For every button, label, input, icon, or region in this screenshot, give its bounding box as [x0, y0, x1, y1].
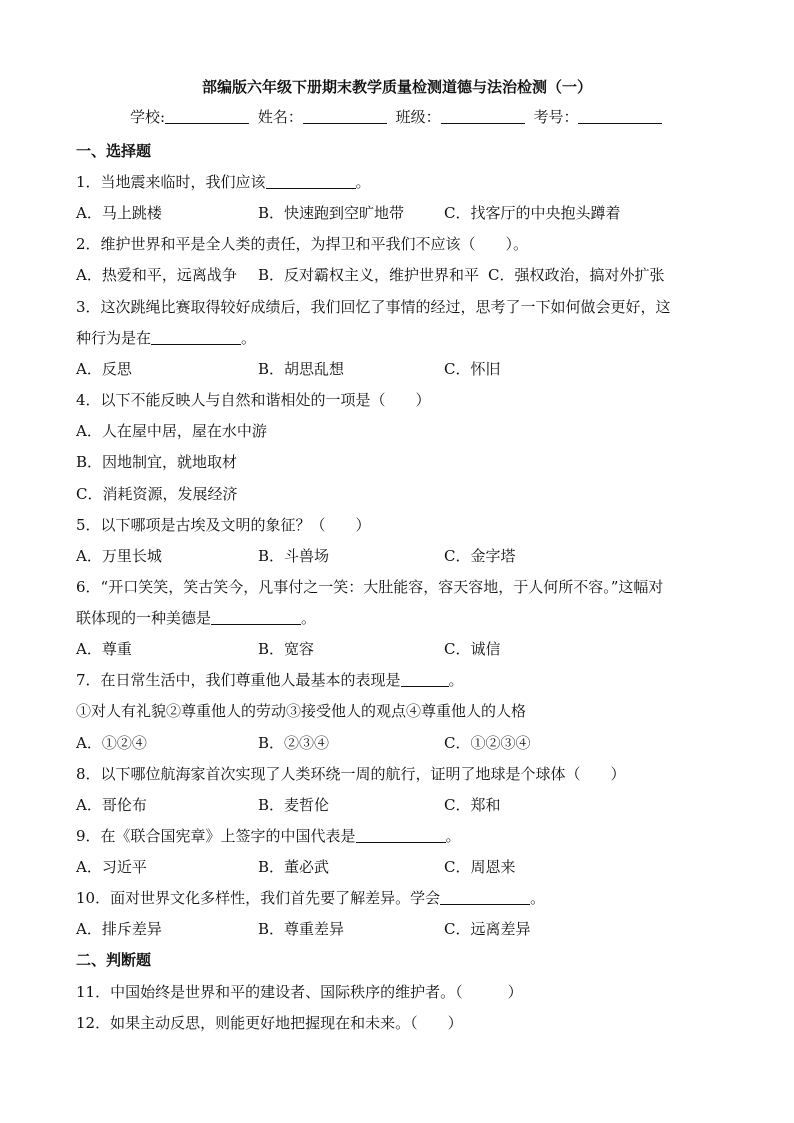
answer-blank[interactable] — [440, 890, 530, 905]
section-judge: 二、判断题 — [76, 951, 152, 969]
class-blank[interactable] — [441, 109, 525, 124]
q7-option-c: C．①②③④ — [444, 734, 531, 752]
q8-option-b: B．麦哲伦 — [258, 796, 330, 814]
question-4: 4．以下不能反映人与自然和谐相处的一项是（ ） — [76, 391, 431, 409]
question-11: 11．中国始终是世界和平的建设者、国际秩序的维护者。（ ） — [76, 983, 523, 1001]
q9-option-a: A．习近平 — [76, 858, 147, 876]
q7-option-b: B．②③④ — [258, 734, 330, 752]
q7-option-a: A．①②④ — [76, 734, 147, 752]
question-9: 9．在《联合国宪章》上签字的中国代表是 。 — [76, 827, 461, 845]
answer-blank[interactable] — [356, 828, 446, 843]
question-3-line2: 种行为是在 。 — [76, 329, 257, 347]
q8-option-a: A．哥伦布 — [76, 796, 147, 814]
q5-option-c: C．金字塔 — [444, 547, 516, 565]
question-10: 10．面对世界文化多样性，我们首先要了解差异。学会 。 — [76, 889, 546, 907]
question-2: 2．维护世界和平是全人类的责任，为捍卫和平我们不应该（ ）。 — [76, 235, 529, 253]
name-label: 姓名： — [257, 108, 303, 126]
q6-option-b: B．宽容 — [258, 640, 315, 658]
section-choice: 一、选择题 — [76, 142, 152, 160]
q9-option-b: B．董必武 — [258, 858, 330, 876]
q10-option-a: A．排斥差异 — [76, 920, 162, 938]
question-3-line1: 3．这次跳绳比赛取得较好成绩后，我们回忆了事情的经过，思考了一下如何做会更好，这 — [76, 298, 671, 316]
q2-option-a: A．热爱和平，远离战争 — [76, 266, 237, 284]
number-label: 考号： — [533, 108, 579, 126]
q10-option-c: C．远离差异 — [444, 920, 531, 938]
q3-option-b: B．胡思乱想 — [258, 360, 345, 378]
q2-option-c: C．强权政治，搞对外扩张 — [488, 266, 665, 284]
question-5: 5．以下哪项是古埃及文明的象征？（ ） — [76, 516, 371, 534]
q9-option-c: C．周恩来 — [444, 858, 516, 876]
question-6-line2: 联体现的一种美德是 。 — [76, 609, 317, 627]
q5-option-b: B．斗兽场 — [258, 547, 330, 565]
q4-option-c: C．消耗资源，发展经济 — [76, 485, 238, 503]
answer-blank[interactable] — [266, 174, 356, 189]
question-8: 8．以下哪位航海家首次实现了人类环绕一周的航行，证明了地球是个球体（ ） — [76, 765, 626, 783]
q10-option-b: B．尊重差异 — [258, 920, 345, 938]
q7-items: ①对人有礼貌②尊重他人的劳动③接受他人的观点④尊重他人的人格 — [76, 702, 527, 720]
name-blank[interactable] — [303, 109, 387, 124]
q1-option-b: B．快速跑到空旷地带 — [258, 204, 405, 222]
question-7: 7．在日常生活中，我们尊重他人最基本的表现是 。 — [76, 671, 464, 689]
q6-option-a: A．尊重 — [76, 640, 132, 658]
q8-option-c: C．郑和 — [444, 796, 501, 814]
question-12: 12．如果主动反思，则能更好地把握现在和未来。（ ） — [76, 1014, 463, 1032]
q1-option-a: A．马上跳楼 — [76, 204, 162, 222]
answer-blank[interactable] — [151, 330, 241, 345]
question-1: 1．当地震来临时，我们应该 。 — [76, 173, 371, 191]
q1-option-c: C．找客厅的中央抱头蹲着 — [444, 204, 621, 222]
answer-blank[interactable] — [211, 610, 301, 625]
q5-option-a: A．万里长城 — [76, 547, 162, 565]
student-info-row — [130, 106, 666, 127]
school-label: 学校: — [130, 108, 166, 126]
q3-option-c: C．怀旧 — [444, 360, 501, 378]
number-blank[interactable] — [578, 109, 662, 124]
school-blank[interactable] — [165, 109, 249, 124]
q4-option-a: A．人在屋中居，屋在水中游 — [76, 422, 267, 440]
q4-option-b: B．因地制宜，就地取材 — [76, 453, 238, 471]
q6-option-c: C．诚信 — [444, 640, 501, 658]
q3-option-a: A．反思 — [76, 360, 132, 378]
page-title: 部编版六年级下册期末教学质量检测道德与法治检测（一） — [201, 78, 592, 96]
class-label: 班级： — [395, 108, 441, 126]
answer-blank[interactable] — [401, 672, 449, 687]
q2-option-b: B．反对霸权主义，维护世界和平 — [258, 266, 480, 284]
question-6-line1: 6．“开口笑笑，笑古笑今，凡事付之一笑：大肚能容，容天容地，于人何所不容。”这幅对 — [76, 578, 664, 596]
